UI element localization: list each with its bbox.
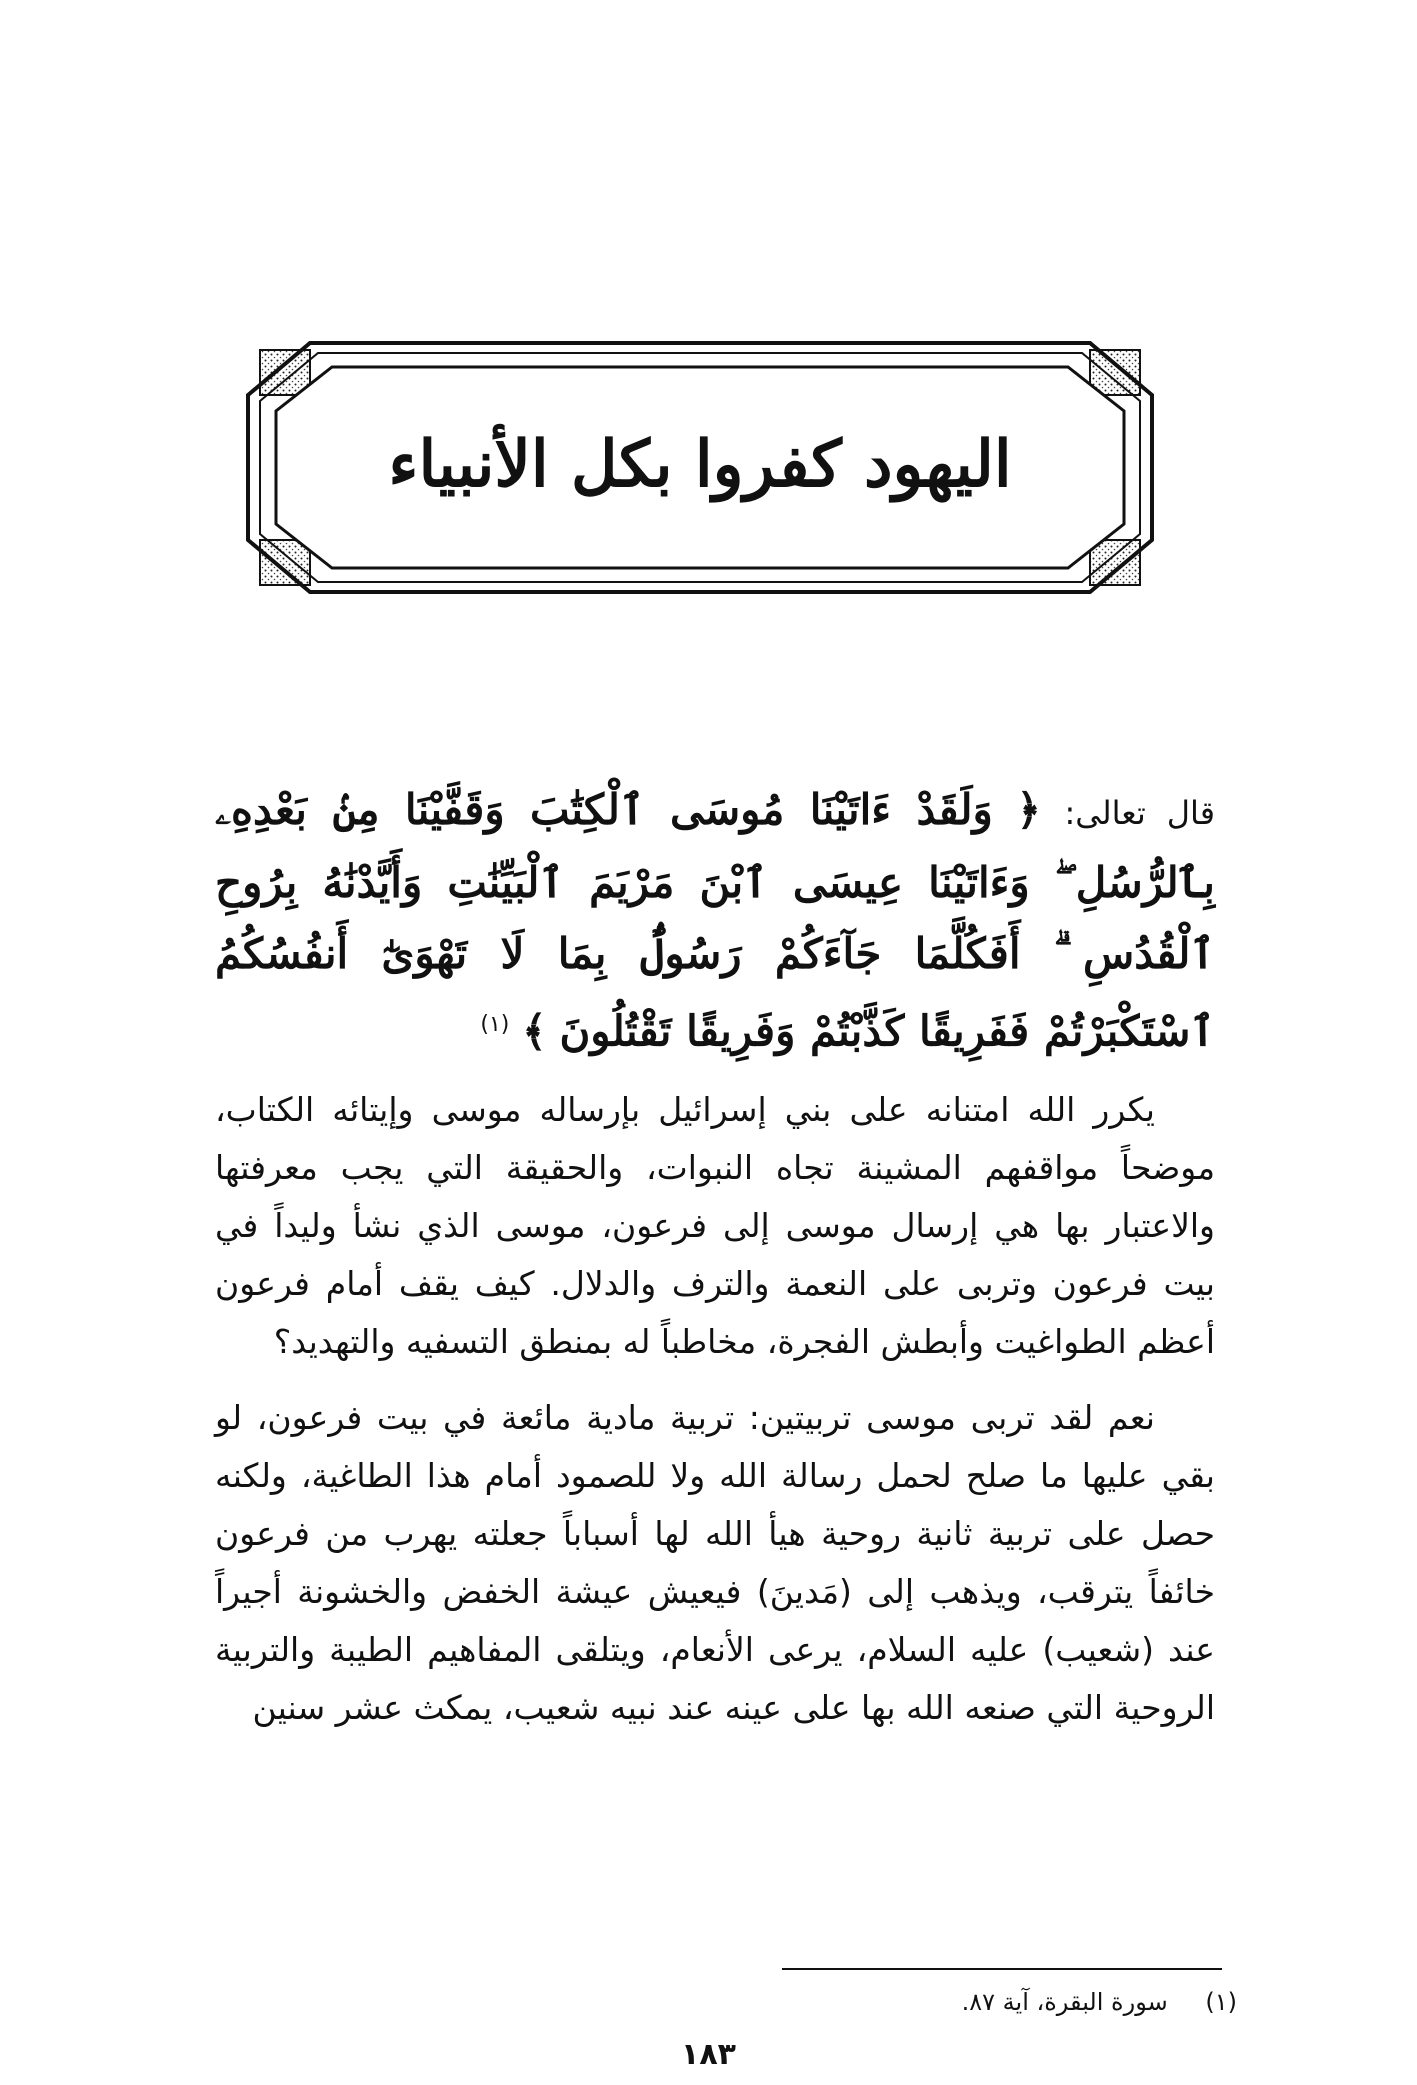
body-paragraph: يكرر الله امتنانه على بني إسرائيل بإرساله موسى وإيتائه الكتاب، موضحاً مواقفهم المشينة تجاه النبوات، والحقيقة التي يجب معرفتها والاعتبار بها هي إرسال موسى إلى فرعون، موسى الذي نشأ وليداً في بيت فرعون وتربى على النعمة والترف والدلال. كيف يقف أمام فرعون أعظم الطواغيت وأبطش الفجرة، مخاطباً له بمنطق التسفيه والتهديد؟	[215, 1090, 1215, 1362]
chapter-title: اليهود كفروا بكل الأنبياء	[388, 427, 1012, 502]
footnote-number: (١)	[1205, 1988, 1237, 2016]
chapter-title-frame	[240, 335, 1160, 600]
corner-ornament-top-right	[1090, 350, 1140, 395]
footnote-text: سورة البقرة، آية ٨٧.	[961, 1988, 1168, 2016]
verse-open-bracket: ﴿	[1016, 785, 1041, 834]
verse-text: وَلَقَدْ ءَاتَيْنَا مُوسَى ٱلْكِتَٰبَ وَقَفَّيْنَا مِنۢ بَعْدِهِۦ بِٱلرُّسُلِ ۖ وَءَاتَيْنَا عِيسَى ٱبْنَ مَرْيَمَ ٱلْبَيِّنَٰتِ وَأَيَّدْنَٰهُ بِرُوحِ ٱلْقُدُسِ ۗ أَفَكُلَّمَا جَآءَكُمْ رَسُولٌۢ بِمَا لَا تَهْوَىٰٓ أَنفُسُكُمُ ٱسْتَكْبَرْتُمْ فَفَرِيقًا كَذَّبْتُمْ وَفَرِيقًا تَقْتُلُونَ	[215, 785, 1215, 1056]
page-content	[215, 775, 1215, 1737]
page-number: ١٨٣	[681, 2037, 736, 2072]
corner-ornament-bottom-right	[1090, 540, 1140, 585]
corner-ornament-bottom-left	[260, 540, 310, 585]
verse-footnote-marker: (١)	[480, 1012, 510, 1037]
body-paragraph: نعم لقد تربى موسى تربيتين: تربية مادية مائعة في بيت فرعون، لو بقي عليها ما صلح لحمل رسالة الله ولا للصمود أمام هذا الطاغية، ولكنه حصل على تربية ثانية روحية هيأ الله لها أسباباً جعلته يهرب من فرعون خائفاً يترقب، ويذهب إلى (مَدينَ) فيعيش عيشة الخفض والخشونة أجيراً عند (شعيب) عليه السلام، يرعى الأنعام، ويتلقى المفاهيم الطيبة والتربية الروحية التي صنعه الله بها على عينه عند نبيه شعيب، يمكث عشر سنين	[215, 1398, 1215, 1728]
verse-intro: قال تعالى:	[1064, 794, 1216, 832]
verse-close-bracket: ﴾	[522, 1006, 547, 1056]
footnote	[962, 1985, 1237, 2019]
footnote-divider	[782, 1968, 1222, 1970]
quran-verse-block	[215, 775, 1215, 1067]
corner-ornament-top-left	[260, 350, 310, 395]
